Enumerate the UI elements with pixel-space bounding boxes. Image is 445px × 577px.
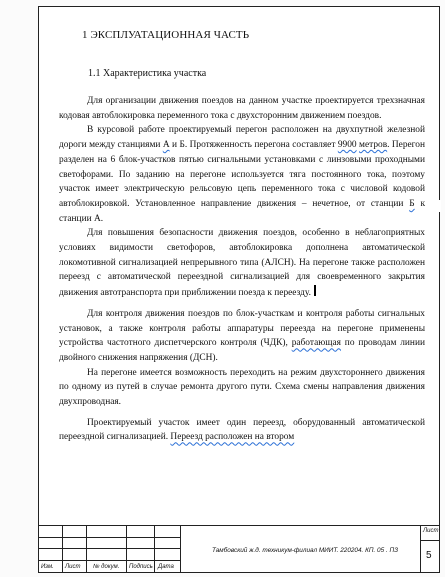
stamp-divider — [86, 526, 87, 573]
spellcheck-mark: Б — [409, 198, 415, 209]
sheet-label: Лист — [423, 528, 439, 534]
spellcheck-mark: А — [162, 140, 170, 151]
sheet-number: 5 — [426, 550, 432, 561]
stamp-row-line — [38, 560, 180, 561]
text-cursor — [314, 285, 316, 296]
paragraph-5: На перегоне имеется возможность переходить на режим двухстороннего движения по одному из путей в случае ремонта другого пути. Схема смены направления движения двухпроводная. — [59, 367, 425, 408]
col-date: Дата — [158, 564, 174, 570]
spellcheck-mark: 9900 — [337, 140, 357, 151]
paragraph-3: Для повышения безопасности движения поездов, особенно в неблагоприятных условиях видимости светофоров, автоблокировка дополнена автоматической локомотивной сигнализацией непрерывного типа (АЛСН). На перегоне также расположен переезд с автоматической переездной сигнализацией для своевременного закрытия движения автотранспорта при приближении поезда к переезду. — [59, 228, 425, 299]
document-code: Тамбовский ж.д. техникум-филиал МИИТ. 220204. КП. 05 . ПЗ — [211, 547, 399, 554]
stamp-divider — [154, 526, 155, 573]
col-signature: Подпись — [129, 564, 153, 570]
paragraph-1: Для организации движения поездов на данном участке проектируется трехзначная кодовая автоблокировка переменного тока с двухсторонним движением поездов. — [59, 96, 425, 121]
title-block — [38, 525, 440, 573]
paragraph-2: В курсовой работе проектируемый перегон расположен на двухпутной железной дороги между станциями А и Б. Протяженность перегона составляет 9900 метров. Перегон разделен на 6 блок-участков пятью сигнальными установками с линзовыми проходными светофорами. По заданию на перегоне используется тяга постоянного тока, поэтому участок имеет электрическую рельсовую цепь переменного тока с числовой кодовой автоблокировкой. Установленное направление движения – нечетное, от станции Б к станции А. — [59, 125, 425, 224]
paragraph-4: Для контроля движения поездов по блок-участкам и контроля работы сигнальных установок, а также контроля работы аппаратуры переезда на перегоне применены устройства частотного диспетчерского контроля (ЧДК), работающая по проводам линии двойного снижения напряжения (ДСН). — [59, 308, 425, 363]
stamp-row-line — [38, 537, 180, 538]
stamp-row-line — [420, 540, 440, 541]
frame-gap — [439, 200, 441, 212]
spellcheck-mark: работающая — [291, 338, 341, 349]
stamp-divider — [420, 526, 421, 573]
body-text[interactable] — [59, 94, 425, 445]
section-heading: 1 ЭКСПЛУАТАЦИОННАЯ ЧАСТЬ — [82, 29, 250, 41]
col-list: Лист — [65, 564, 81, 570]
stamp-row-line — [38, 548, 180, 549]
paragraph-6: Проектируемый участок имеет один переезд, оборудованный автоматической переездной сигнализацией. Переезд расположен на втором — [59, 417, 425, 443]
subsection-heading: 1.1 Характеристика участка — [88, 68, 207, 79]
col-izm: Изм. — [41, 564, 54, 570]
stamp-divider — [62, 526, 63, 573]
spellcheck-mark: метров — [359, 140, 388, 151]
spellcheck-mark: Переезд расположен на втором — [170, 432, 295, 443]
stamp-divider — [180, 526, 181, 573]
stamp-divider — [126, 526, 127, 573]
col-doc-number: № докум. — [93, 564, 120, 570]
